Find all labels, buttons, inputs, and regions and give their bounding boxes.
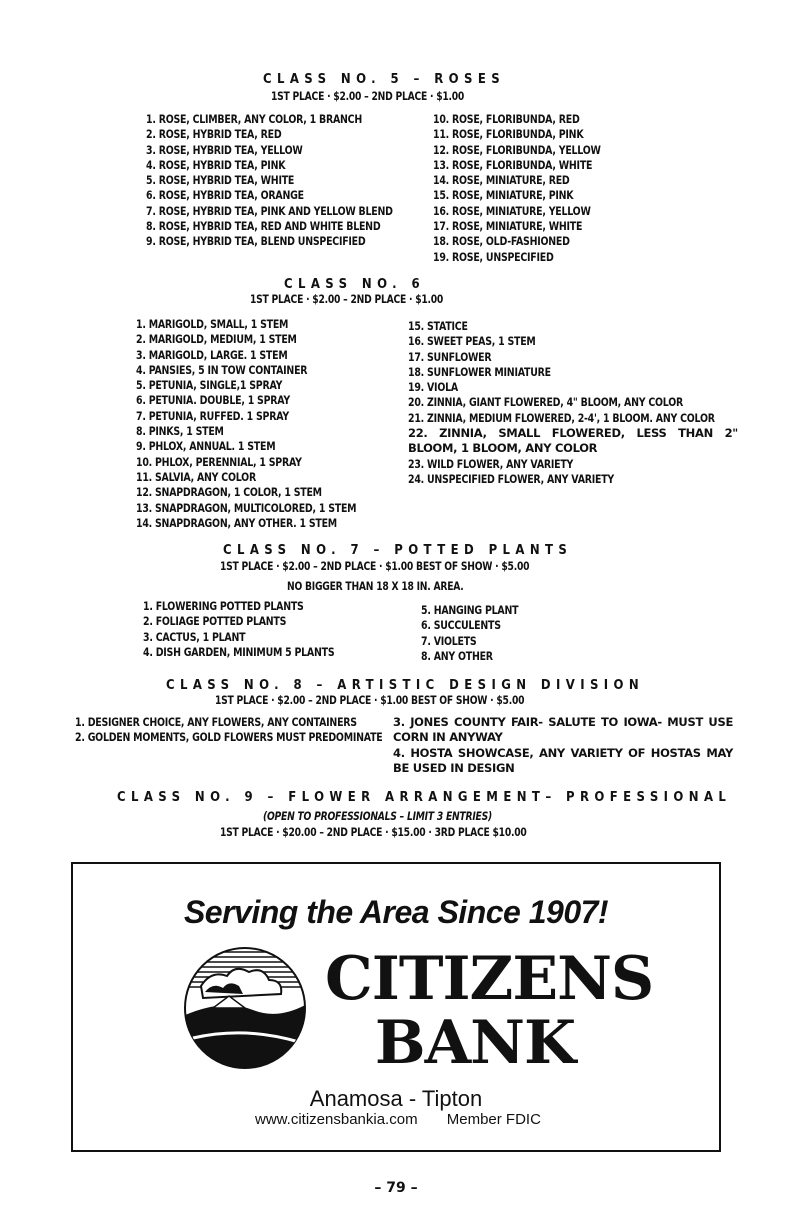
list-item: 20. ZINNIA, GIANT FLOWERED, 4" BLOOM, ANY COLOR	[408, 395, 684, 410]
class5-left-list	[146, 112, 447, 250]
list-item: 19. ROSE, UNSPECIFIED	[433, 249, 554, 264]
list-item: 8. ROSE, HYBRID TEA, RED AND WHITE BLEND	[146, 219, 381, 234]
list-item: 4. DISH GARDEN, MINIMUM 5 PLANTS	[143, 644, 335, 659]
list-item: 1. MARIGOLD, SMALL, 1 STEM	[136, 317, 289, 331]
list-item: 16. SWEET PEAS, 1 STEM	[408, 334, 536, 349]
list-item: 7. ROSE, HYBRID TEA, PINK AND YELLOW BLEND	[146, 203, 393, 218]
class6-right-list-tail	[408, 457, 659, 488]
list-item: 2. ROSE, HYBRID TEA, RED	[146, 127, 282, 142]
list-item: 15. ROSE, MINIATURE, PINK	[433, 188, 574, 203]
ad-towns: Anamosa - Tipton	[309, 1086, 483, 1111]
class6-item-22	[408, 426, 738, 457]
list-item: 6. SUCCULENTS	[421, 618, 501, 633]
list-item: 1. FLOWERING POTTED PLANTS	[143, 599, 304, 613]
class9-prize: 1ST PLACE · $20.00 – 2ND PLACE · $15.00 · 3RD PLACE $10.00	[220, 825, 527, 839]
class5-right-list	[433, 112, 637, 265]
class6-prize: 1ST PLACE · $2.00 – 2ND PLACE · $1.00	[250, 292, 444, 306]
list-item: 16. ROSE, MINIATURE, YELLOW	[433, 203, 591, 218]
list-item: 4. ROSE, HYBRID TEA, PINK	[146, 157, 286, 172]
list-item: 21. ZINNIA, MEDIUM FLOWERED, 2-4', 1 BLOOM. ANY COLOR	[408, 410, 715, 425]
list-item-wrapped: 22. ZINNIA, SMALL FLOWERED, LESS THAN 2" BLOOM, 1 BLOOM, ANY COLOR	[408, 426, 738, 456]
list-item: 1. ROSE, CLIMBER, ANY COLOR, 1 BRANCH	[146, 112, 362, 126]
class7-note: NO BIGGER THAN 18 X 18 IN. AREA.	[287, 579, 464, 593]
citizens-bank-logo-icon	[183, 946, 307, 1070]
list-item: 24. UNSPECIFIED FLOWER, ANY VARIETY	[408, 472, 615, 487]
list-item: 8. ANY OTHER	[421, 648, 493, 663]
list-item: 3. CACTUS, 1 PLANT	[143, 629, 246, 644]
class5-prize: 1ST PLACE · $2.00 – 2ND PLACE · $1.00	[271, 89, 465, 103]
list-item: 4. PANSIES, 5 IN TOW CONTAINER	[136, 362, 308, 377]
list-item: 14. SNAPDRAGON, ANY OTHER. 1 STEM	[136, 515, 337, 530]
list-item: 8. PINKS, 1 STEM	[136, 424, 224, 439]
list-item: 7. VIOLETS	[421, 633, 477, 648]
list-item: 5. ROSE, HYBRID TEA, WHITE	[146, 173, 295, 188]
list-item: 12. SNAPDRAGON, 1 COLOR, 1 STEM	[136, 485, 322, 500]
list-item-wrapped: 3. JONES COUNTY FAIR- SALUTE TO IOWA- MUST USE CORN IN ANYWAY	[393, 715, 733, 745]
bank-name-line1: CITIZENS	[325, 944, 654, 1014]
list-item: 17. ROSE, MINIATURE, WHITE	[433, 219, 583, 234]
list-item: 5. HANGING PLANT	[421, 603, 519, 617]
class7-right-list	[421, 603, 540, 664]
class8-right-list	[393, 715, 733, 776]
class5-title: CLASS NO. 5 – ROSES	[263, 72, 506, 87]
list-item: 9. ROSE, HYBRID TEA, BLEND UNSPECIFIED	[146, 234, 366, 249]
list-item: 7. PETUNIA, RUFFED. 1 SPRAY	[136, 408, 289, 423]
list-item: 23. WILD FLOWER, ANY VARIETY	[408, 457, 574, 471]
list-item: 14. ROSE, MINIATURE, RED	[433, 173, 570, 188]
list-item: 3. MARIGOLD, LARGE. 1 STEM	[136, 347, 288, 362]
list-item: 18. SUNFLOWER MINIATURE	[408, 364, 551, 379]
class6-right-list	[408, 319, 782, 426]
list-item: 13. ROSE, FLORIBUNDA, WHITE	[433, 157, 593, 172]
list-item: 12. ROSE, FLORIBUNDA, YELLOW	[433, 142, 601, 157]
ad-website-fdic: www.citizensbankia.com Member FDIC	[255, 1111, 541, 1128]
class7-left-list	[143, 599, 376, 660]
list-item: 13. SNAPDRAGON, MULTICOLORED, 1 STEM	[136, 500, 357, 515]
class8-title: CLASS NO. 8 – ARTISTIC DESIGN DIVISION	[166, 678, 645, 693]
class7-prize: 1ST PLACE · $2.00 – 2ND PLACE · $1.00 BEST OF SHOW · $5.00	[220, 559, 530, 573]
list-item: 2. MARIGOLD, MEDIUM, 1 STEM	[136, 332, 297, 347]
list-item: 10. ROSE, FLORIBUNDA, RED	[433, 112, 580, 126]
bank-name-line2: BANK	[374, 1008, 576, 1078]
list-item: 18. ROSE, OLD-FASHIONED	[433, 234, 570, 249]
list-item: 1. DESIGNER CHOICE, ANY FLOWERS, ANY CONTAINERS	[75, 715, 357, 729]
list-item: 15. STATICE	[408, 319, 468, 333]
list-item: 6. ROSE, HYBRID TEA, ORANGE	[146, 188, 304, 203]
list-item: 19. VIOLA	[408, 380, 458, 395]
class9-note: (OPEN TO PROFESSIONALS – LIMIT 3 ENTRIES)	[263, 809, 492, 823]
ad-tagline: Serving the Area Since 1907!	[183, 894, 609, 930]
list-item: 11. SALVIA, ANY COLOR	[136, 469, 256, 484]
list-item-wrapped: 4. HOSTA SHOWCASE, ANY VARIETY OF HOSTAS MAY BE USED IN DESIGN	[393, 745, 733, 775]
class6-title: CLASS NO. 6	[284, 277, 426, 292]
class6-left-list	[136, 317, 405, 531]
list-item: 3. ROSE, HYBRID TEA, YELLOW	[146, 142, 303, 157]
page-number: – 79 –	[374, 1180, 418, 1196]
list-item: 5. PETUNIA, SINGLE,1 SPRAY	[136, 378, 283, 393]
list-item: 9. PHLOX, ANNUAL. 1 STEM	[136, 439, 276, 454]
list-item: 6. PETUNIA. DOUBLE, 1 SPRAY	[136, 393, 291, 408]
list-item: 10. PHLOX, PERENNIAL, 1 SPRAY	[136, 454, 302, 469]
class7-title: CLASS NO. 7 – POTTED PLANTS	[223, 543, 573, 558]
list-item: 2. FOLIAGE POTTED PLANTS	[143, 614, 287, 629]
list-item: 11. ROSE, FLORIBUNDA, PINK	[433, 127, 584, 142]
list-item: 2. GOLDEN MOMENTS, GOLD FLOWERS MUST PREDOMINATE	[75, 730, 383, 745]
citizens-bank-ad	[71, 862, 721, 1152]
class9-title: CLASS NO. 9 – FLOWER ARRANGEMENT– PROFESSIONAL	[117, 790, 732, 805]
class8-prize: 1ST PLACE · $2.00 – 2ND PLACE · $1.00 BEST OF SHOW · $5.00	[215, 693, 525, 707]
list-item: 17. SUNFLOWER	[408, 349, 492, 364]
